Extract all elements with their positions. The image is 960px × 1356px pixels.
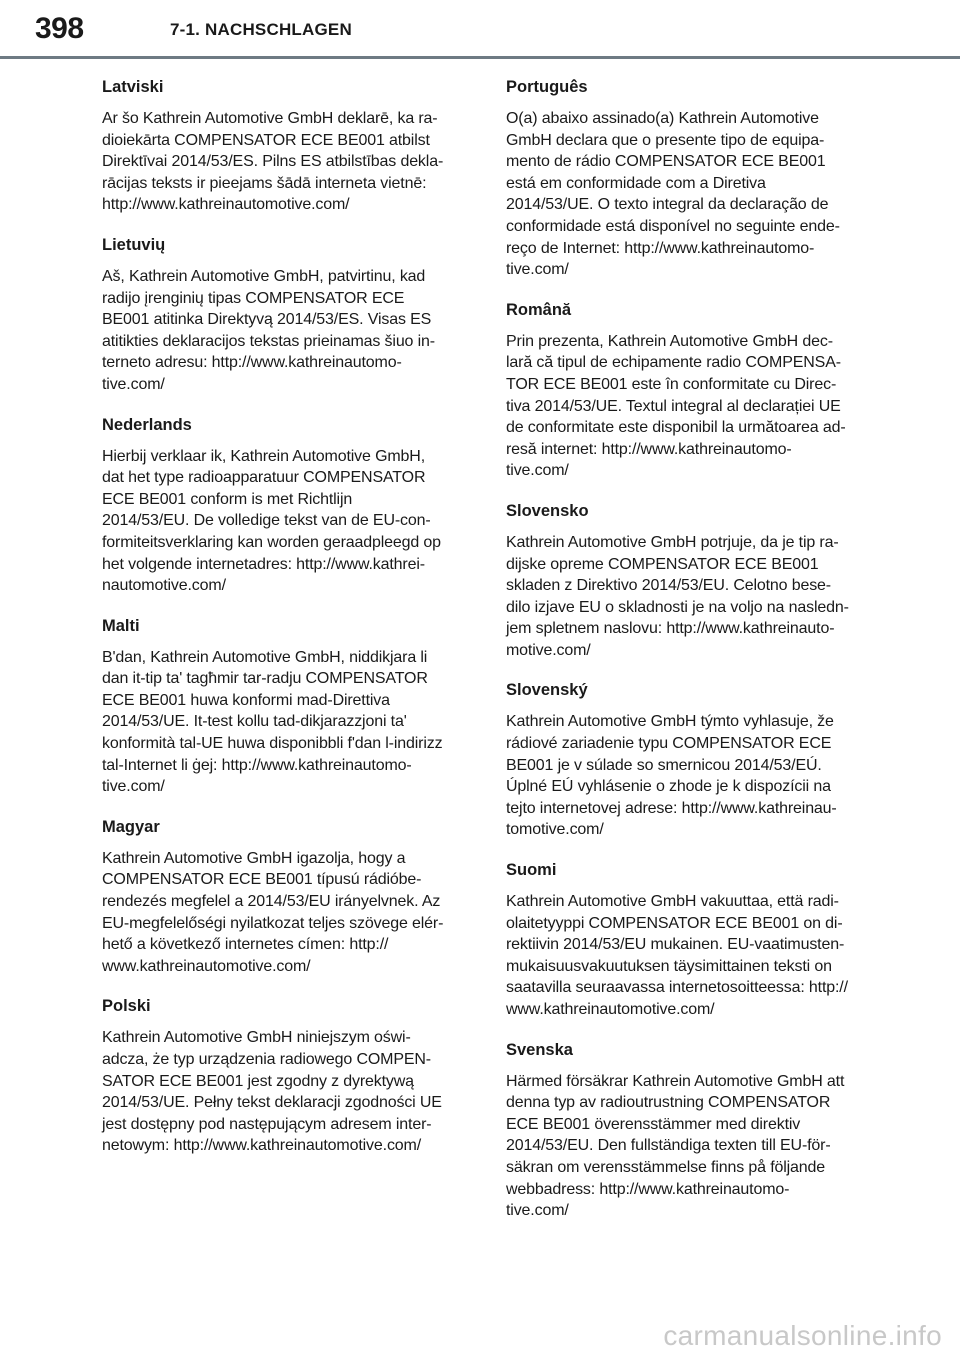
section-malti: [102, 613, 464, 798]
section-title: Svenska: [506, 1040, 573, 1059]
section-nederlands: [102, 412, 464, 597]
watermark: carmanualsonline.info: [663, 1320, 942, 1351]
section-title: Nederlands: [102, 415, 192, 434]
section-text: Kathrein Automotive GmbH igazolja, hogy a COMPENSATOR ECE BE001 típusú rádióbe- rendezés megfelel a 2014/53/EU irányelvnek. Az EU-megfelelőségi nyilatkozat teljes szövege elér- hető a következő internetes címen: http:// www.kathreinautomotive.com/: [102, 849, 444, 975]
section-title: Română: [506, 300, 572, 319]
section-magyar: [102, 814, 464, 978]
right-column: [506, 74, 868, 1238]
section-text: Kathrein Automotive GmbH vakuuttaa, että radi- olaitetyyppi COMPENSATOR ECE BE001 on di- rektiivin 2014/53/EU mukainen. EU-vaatimusten- mukaisuusvakuutuksen täysimittainen teksti on saatavilla seuraavassa internetosoitteessa: http:// www.kathreinautomotive.com/: [506, 893, 848, 1018]
section-text: Kathrein Automotive GmbH týmto vyhlasuje, že rádiové zariadenie typu COMPENSATOR ECE BE001 je v súlade so smernicou 2014/53/EÚ. Úplné EÚ vyhlásenie o zhode je k dispozícii na tejto internetovej adrese: http://www.kathreinau- tomotive.com/: [506, 713, 837, 839]
section-romana: [506, 297, 868, 482]
section-polski: [102, 993, 464, 1157]
section-text: Aš, Kathrein Automotive GmbH, patvirtinu, kad radijo įrenginių tipas COMPENSATOR ECE BE001 atitinka Direktyvą 2014/53/ES. Visas ES atitikties deklaracijos tekstas prieinamas šiuo in- terneto adresu: http://www.kathreinautomo- tive.com/: [102, 267, 435, 393]
chapter-title: 7-1. NACHSCHLAGEN: [170, 20, 352, 39]
section-text: Hierbij verklaar ik, Kathrein Automotive GmbH, dat het type radioapparatuur COMPENSATOR ECE BE001 conform is met Richtlijn 2014/53/EU. De volledige tekst van de EU-con- formiteitsverklaring kan worden geraadpleegd op het volgende internetadres: http://www.kathrei- nautomotive.com/: [102, 447, 441, 595]
section-text: Kathrein Automotive GmbH niniejszym oświ- adcza, że typ urządzenia radiowego COMPEN- SATOR ECE BE001 jest zgodny z dyrektywą 2014/53/UE. Pełny tekst deklaracji zgodności UE jest dostępny pod następującym adresem inter- netowym: http://www.kathreinautomotive.com/: [102, 1029, 442, 1155]
header-divider: [0, 56, 960, 59]
page-number: 398: [35, 12, 84, 45]
left-column: [102, 74, 464, 1173]
section-latviski: [102, 74, 464, 216]
section-lietuviu: [102, 232, 464, 396]
section-slovensko: [506, 498, 868, 662]
section-title: Português: [506, 78, 588, 96]
section-text: Härmed försäkrar Kathrein Automotive GmbH att denna typ av radioutrustning COMPENSATOR ECE BE001 överensstämmer med direktiv 2014/53/EU. Den fullständiga texten till EU-för- säkran om verensstämmelse finns på följande webbadress: http://www.kathreinautomo- tive.com/: [506, 1072, 845, 1220]
section-title: Magyar: [102, 817, 160, 836]
section-text: Prin prezenta, Kathrein Automotive GmbH dec- lară că tipul de echipamente radio COMPENSA- TOR ECE BE001 este în conformitate cu Direc- tiva 2014/53/UE. Textul integral al declarației UE de conformitate este disponibil la următoarea ad- resă internet: http://www.kathreinautomo- tive.com/: [506, 332, 846, 480]
section-portugues: [506, 74, 868, 281]
section-svenska: [506, 1037, 868, 1222]
section-title: Lietuvių: [102, 235, 166, 254]
section-title: Malti: [102, 616, 140, 635]
section-title: Latviski: [102, 78, 164, 96]
section-suomi: [506, 857, 868, 1021]
section-text: Kathrein Automotive GmbH potrjuje, da je tip ra- dijske opreme COMPENSATOR ECE BE001 skladen z Direktivo 2014/53/EU. Celotno bese- dilo izjave EU o skladnosti je na voljo na nasledn- jem spletnem naslovu: http://www.kathreinauto- motive.com/: [506, 533, 849, 659]
section-text: O(a) abaixo assinado(a) Kathrein Automotive GmbH declara que o presente tipo de equipa- mento de rádio COMPENSATOR ECE BE001 está em conformidade com a Diretiva 2014/53/UE. O texto integral da declaração de conformidade está disponível no seguinte ende- reço de Internet: http://www.kathreinautomo- tive.com/: [506, 110, 840, 279]
section-title: Slovenský: [506, 681, 588, 700]
section-text: B'dan, Kathrein Automotive GmbH, niddikjara li dan it-tip ta' tagħmir tar-radju COMPENSATOR ECE BE001 huwa konformi mad-Direttiva 2014/53/UE. It-test kollu tad-dikjarazzjoni ta' konformità tal-UE huwa disponibbli f'dan l-indirizz tal-Internet li ġej: http://www.kathreinautomo- tive.com/: [102, 648, 443, 796]
section-slovensky: [506, 677, 868, 841]
section-title: Suomi: [506, 861, 557, 880]
section-text: Ar šo Kathrein Automotive GmbH deklarē, ka ra- dioiekārta COMPENSATOR ECE BE001 atbilst Direktīvai 2014/53/ES. Pilns ES atbilstības dekla- rācijas teksts ir pieejams šādā interneta vietnē: http://www.kathreinautomotive.com/: [102, 110, 444, 214]
section-title: Slovensko: [506, 501, 589, 520]
section-title: Polski: [102, 997, 151, 1016]
page-header: [0, 0, 960, 64]
